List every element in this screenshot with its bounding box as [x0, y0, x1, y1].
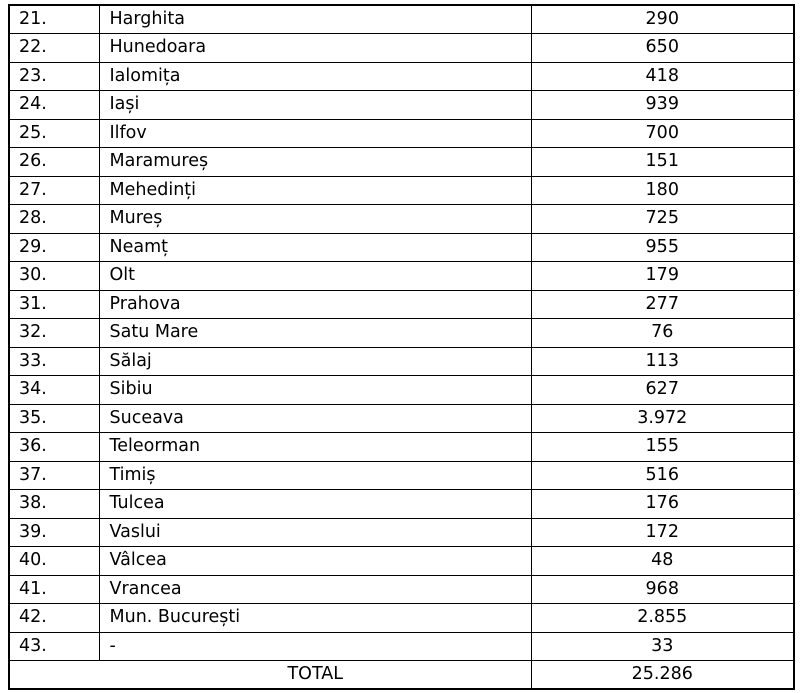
county-value: 3.972 — [531, 404, 794, 433]
table-row — [9, 176, 794, 205]
county-value: 76 — [531, 319, 794, 348]
county-name: Sălaj — [99, 347, 531, 376]
county-value: 650 — [531, 34, 794, 63]
table-row — [9, 604, 794, 633]
county-name: Harghita — [99, 5, 531, 34]
county-value: 113 — [531, 347, 794, 376]
table-row — [9, 148, 794, 177]
row-number: 29. — [9, 233, 99, 262]
table-row — [9, 119, 794, 148]
row-number: 22. — [9, 34, 99, 63]
table-row — [9, 262, 794, 291]
county-value: 48 — [531, 547, 794, 576]
row-number: 33. — [9, 347, 99, 376]
row-number: 41. — [9, 575, 99, 604]
row-number: 30. — [9, 262, 99, 291]
county-name: Hunedoara — [99, 34, 531, 63]
table-row — [9, 404, 794, 433]
county-name: Olt — [99, 262, 531, 291]
row-number: 21. — [9, 5, 99, 34]
county-value: 179 — [531, 262, 794, 291]
row-number: 36. — [9, 433, 99, 462]
table-row — [9, 632, 794, 661]
county-value: 2.855 — [531, 604, 794, 633]
county-name: Vrancea — [99, 575, 531, 604]
county-name: Maramureș — [99, 148, 531, 177]
table-row — [9, 490, 794, 519]
row-number: 23. — [9, 62, 99, 91]
county-name: Mehedinți — [99, 176, 531, 205]
row-number: 34. — [9, 376, 99, 405]
county-value: 172 — [531, 518, 794, 547]
table-row — [9, 91, 794, 120]
table-body — [9, 5, 794, 661]
county-value: 418 — [531, 62, 794, 91]
total-value: 25.286 — [531, 661, 794, 690]
table-row — [9, 518, 794, 547]
county-value: 627 — [531, 376, 794, 405]
county-value: 176 — [531, 490, 794, 519]
table-row — [9, 233, 794, 262]
county-name: Ialomița — [99, 62, 531, 91]
county-name: Satu Mare — [99, 319, 531, 348]
county-name: Mureș — [99, 205, 531, 234]
row-number: 43. — [9, 632, 99, 661]
row-number: 40. — [9, 547, 99, 576]
table-row — [9, 34, 794, 63]
county-name: Prahova — [99, 290, 531, 319]
county-value: 155 — [531, 433, 794, 462]
row-number: 28. — [9, 205, 99, 234]
county-name: Teleorman — [99, 433, 531, 462]
table-row — [9, 290, 794, 319]
county-name: Neamț — [99, 233, 531, 262]
county-value: 700 — [531, 119, 794, 148]
row-number: 31. — [9, 290, 99, 319]
county-name: Mun. București — [99, 604, 531, 633]
table-row — [9, 347, 794, 376]
county-count-table — [8, 4, 795, 690]
row-number: 32. — [9, 319, 99, 348]
table-row — [9, 461, 794, 490]
table-row — [9, 575, 794, 604]
county-value: 939 — [531, 91, 794, 120]
row-number: 25. — [9, 119, 99, 148]
row-number: 27. — [9, 176, 99, 205]
row-number: 42. — [9, 604, 99, 633]
county-name: Timiș — [99, 461, 531, 490]
county-name: Iași — [99, 91, 531, 120]
table-row — [9, 205, 794, 234]
table-row — [9, 5, 794, 34]
county-value: 290 — [531, 5, 794, 34]
county-value: 725 — [531, 205, 794, 234]
county-value: 33 — [531, 632, 794, 661]
table-row — [9, 376, 794, 405]
table-row — [9, 547, 794, 576]
county-value: 516 — [531, 461, 794, 490]
county-name: - — [99, 632, 531, 661]
row-number: 38. — [9, 490, 99, 519]
total-label: TOTAL — [9, 661, 531, 690]
row-number: 24. — [9, 91, 99, 120]
row-number: 39. — [9, 518, 99, 547]
row-number: 26. — [9, 148, 99, 177]
county-name: Tulcea — [99, 490, 531, 519]
row-number: 37. — [9, 461, 99, 490]
county-name: Vaslui — [99, 518, 531, 547]
county-value: 151 — [531, 148, 794, 177]
county-value: 277 — [531, 290, 794, 319]
county-value: 180 — [531, 176, 794, 205]
county-name: Sibiu — [99, 376, 531, 405]
county-name: Ilfov — [99, 119, 531, 148]
row-number: 35. — [9, 404, 99, 433]
table-row — [9, 62, 794, 91]
table-row — [9, 319, 794, 348]
county-name: Vâlcea — [99, 547, 531, 576]
table-footer — [9, 661, 794, 690]
county-name: Suceava — [99, 404, 531, 433]
total-row — [9, 661, 794, 690]
county-value: 968 — [531, 575, 794, 604]
county-value: 955 — [531, 233, 794, 262]
table-row — [9, 433, 794, 462]
